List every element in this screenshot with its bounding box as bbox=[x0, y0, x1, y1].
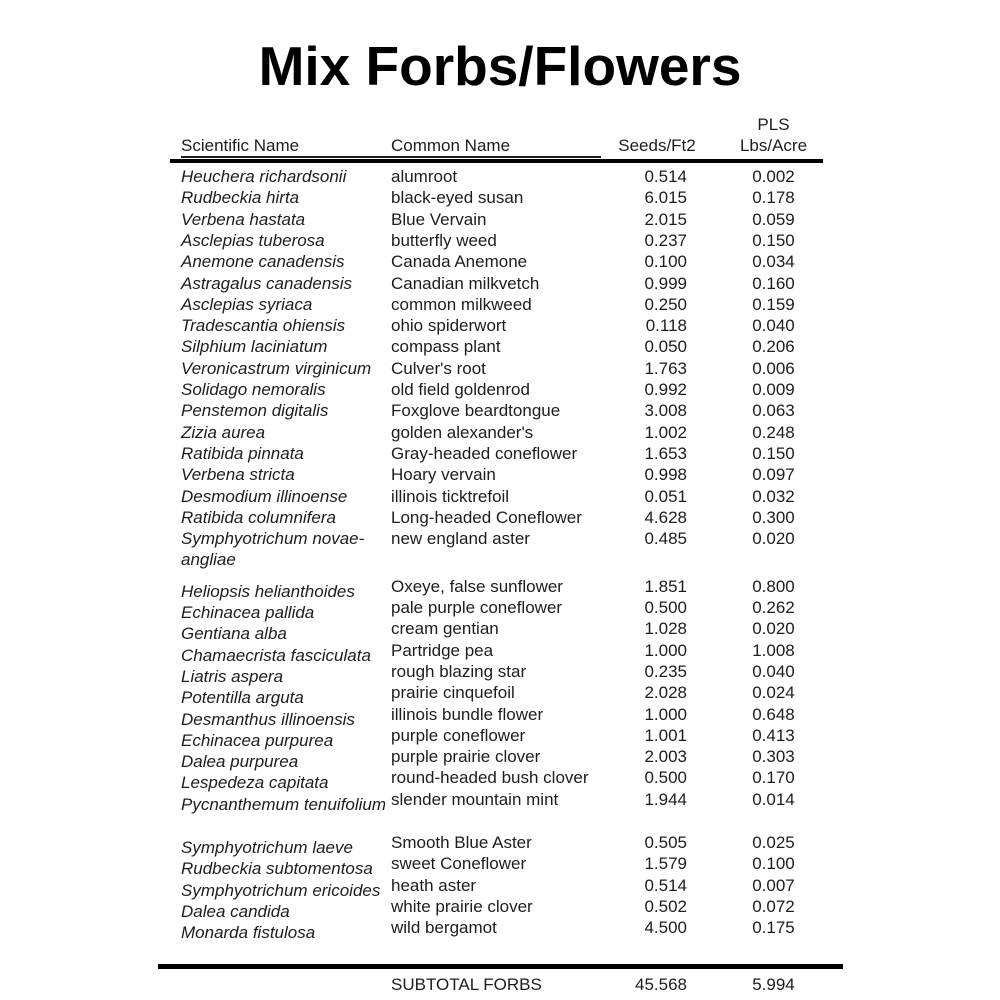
cell-pls-lbs-acre: 0.014 bbox=[752, 789, 795, 809]
seed-mix-table bbox=[170, 114, 823, 996]
cell-common-name: ohio spiderwort bbox=[391, 316, 507, 336]
header-common-name: Common Name bbox=[391, 135, 511, 155]
cell-pls-lbs-acre: 0.025 bbox=[752, 833, 795, 852]
cell-scientific-name: Ratibida columnifera bbox=[181, 507, 336, 527]
cell-seeds-per-ft2: 1.944 bbox=[644, 789, 687, 809]
cell-scientific-name: Verbena hastata bbox=[181, 209, 306, 229]
cell-scientific-name: Heuchera richardsonii bbox=[181, 167, 347, 187]
cell-common-name: Oxeye, false sunflower bbox=[391, 576, 563, 596]
table-row bbox=[170, 832, 823, 857]
cell-pls-lbs-acre: 0.262 bbox=[752, 598, 795, 618]
cell-common-name: rough blazing star bbox=[391, 661, 527, 681]
cell-common-name: heath aster bbox=[391, 875, 477, 895]
cell-seeds-per-ft2: 6.015 bbox=[644, 188, 687, 208]
cell-common-name: new england aster bbox=[391, 529, 530, 549]
cell-seeds-per-ft2: 0.050 bbox=[644, 337, 687, 357]
cell-pls-lbs-acre: 0.032 bbox=[752, 486, 795, 506]
cell-seeds-per-ft2: 0.505 bbox=[644, 833, 687, 852]
table-row bbox=[170, 422, 823, 443]
table-row bbox=[170, 273, 823, 294]
cell-scientific-name: Silphium laciniatum bbox=[181, 337, 328, 357]
cell-common-name: common milkweed bbox=[391, 294, 532, 314]
cell-pls-lbs-acre: 0.159 bbox=[752, 294, 795, 314]
cell-scientific-name: Desmodium illinoense bbox=[181, 486, 348, 506]
cell-seeds-per-ft2: 0.237 bbox=[644, 230, 687, 250]
header-underline bbox=[181, 156, 601, 158]
cell-seeds-per-ft2: 1.000 bbox=[644, 704, 687, 724]
cell-common-name: Blue Vervain bbox=[391, 209, 487, 229]
header-seeds-per-ft2: Seeds/Ft2 bbox=[618, 135, 696, 155]
table-row bbox=[170, 528, 823, 571]
cell-seeds-per-ft2: 0.500 bbox=[644, 598, 687, 618]
cell-seeds-per-ft2: 0.514 bbox=[644, 875, 687, 895]
cell-common-name: compass plant bbox=[391, 337, 501, 357]
cell-scientific-name: Zizia aurea bbox=[181, 422, 266, 442]
cell-pls-lbs-acre: 0.059 bbox=[752, 209, 795, 229]
cell-pls-lbs-acre: 0.040 bbox=[752, 661, 795, 681]
cell-scientific-name: Penstemon digitalis bbox=[181, 401, 329, 421]
cell-scientific-name: Dalea candida bbox=[181, 901, 290, 921]
cell-scientific-name: Asclepias syriaca bbox=[181, 294, 313, 314]
cell-pls-lbs-acre: 0.009 bbox=[752, 380, 795, 400]
table-row bbox=[170, 486, 823, 507]
cell-common-name: cream gentian bbox=[391, 619, 499, 639]
cell-scientific-name: Heliopsis helianthoides bbox=[181, 581, 355, 601]
cell-scientific-name: Symphyotrichum laeve bbox=[181, 838, 353, 857]
cell-pls-lbs-acre: 0.034 bbox=[752, 252, 795, 272]
cell-common-name: Canadian milkvetch bbox=[391, 273, 540, 293]
page-title: Mix Forbs/Flowers bbox=[258, 35, 742, 97]
table-header-row bbox=[170, 114, 823, 159]
cell-pls-lbs-acre: 0.160 bbox=[752, 273, 795, 293]
header-rule bbox=[170, 159, 823, 164]
cell-common-name: Foxglove beardtongue bbox=[391, 401, 561, 421]
cell-pls-lbs-acre: 0.063 bbox=[752, 401, 795, 421]
header-pls-lbs-acre bbox=[710, 114, 823, 156]
cell-seeds-per-ft2: 0.502 bbox=[644, 896, 687, 916]
cell-common-name: wild bergamot bbox=[391, 918, 497, 938]
cell-seeds-per-ft2: 2.015 bbox=[644, 209, 687, 229]
cell-pls-lbs-acre: 0.020 bbox=[752, 619, 795, 639]
table-row bbox=[170, 166, 823, 187]
cell-seeds-per-ft2: 4.628 bbox=[644, 507, 687, 527]
subtotal-seeds-value: 45.568 bbox=[635, 974, 687, 994]
cell-seeds-per-ft2: 0.514 bbox=[644, 167, 687, 187]
cell-pls-lbs-acre: 0.024 bbox=[752, 683, 795, 703]
cell-seeds-per-ft2: 0.250 bbox=[644, 294, 687, 314]
cell-seeds-per-ft2: 0.999 bbox=[644, 273, 687, 293]
table-row bbox=[170, 230, 823, 251]
table-row bbox=[170, 507, 823, 528]
cell-seeds-per-ft2: 1.028 bbox=[644, 619, 687, 639]
table-row bbox=[170, 358, 823, 379]
table-row bbox=[170, 336, 823, 357]
cell-seeds-per-ft2: 0.100 bbox=[644, 252, 687, 272]
table-section bbox=[170, 166, 823, 571]
cell-seeds-per-ft2: 0.500 bbox=[644, 768, 687, 788]
table-row bbox=[170, 251, 823, 272]
cell-seeds-per-ft2: 1.579 bbox=[644, 854, 687, 874]
table-section bbox=[170, 832, 823, 943]
cell-pls-lbs-acre: 0.248 bbox=[752, 422, 795, 442]
cell-scientific-name: Liatris aspera bbox=[181, 666, 284, 686]
table-row bbox=[170, 379, 823, 400]
cell-scientific-name: Echinacea purpurea bbox=[181, 730, 334, 750]
cell-common-name: Culver's root bbox=[391, 358, 486, 378]
cell-pls-lbs-acre: 0.170 bbox=[752, 768, 795, 788]
subtotal-pls-value: 5.994 bbox=[752, 974, 795, 994]
cell-common-name: slender mountain mint bbox=[391, 789, 559, 809]
table-row bbox=[170, 400, 823, 421]
cell-scientific-name: Potentilla arguta bbox=[181, 688, 304, 708]
cell-pls-lbs-acre: 0.178 bbox=[752, 188, 795, 208]
cell-scientific-name: Symphyotrichum ericoides bbox=[181, 880, 381, 900]
cell-seeds-per-ft2: 0.118 bbox=[645, 316, 687, 336]
cell-seeds-per-ft2: 2.003 bbox=[644, 747, 687, 767]
cell-seeds-per-ft2: 1.002 bbox=[644, 422, 687, 442]
cell-scientific-name: Verbena stricta bbox=[181, 465, 295, 485]
cell-common-name: black-eyed susan bbox=[391, 188, 524, 208]
cell-common-name: golden alexander's bbox=[391, 422, 534, 442]
subtotal-label: SUBTOTAL FORBS bbox=[391, 974, 542, 994]
cell-seeds-per-ft2: 0.235 bbox=[644, 661, 687, 681]
cell-common-name: illinois bundle flower bbox=[391, 704, 544, 724]
table-section bbox=[170, 576, 823, 814]
cell-pls-lbs-acre: 0.040 bbox=[752, 316, 795, 336]
cell-common-name: white prairie clover bbox=[391, 896, 533, 916]
cell-scientific-name: Pycnanthemum tenuifolium bbox=[181, 794, 387, 814]
cell-pls-lbs-acre: 0.020 bbox=[752, 529, 795, 549]
cell-seeds-per-ft2: 0.992 bbox=[644, 380, 687, 400]
header-pls-line1: PLS bbox=[757, 114, 790, 134]
cell-common-name: old field goldenrod bbox=[391, 380, 530, 400]
cell-pls-lbs-acre: 0.648 bbox=[752, 704, 795, 724]
cell-pls-lbs-acre: 0.800 bbox=[752, 576, 795, 596]
cell-pls-lbs-acre: 0.413 bbox=[752, 725, 795, 745]
cell-scientific-name: Echinacea pallida bbox=[181, 603, 315, 623]
cell-common-name: round-headed bush clover bbox=[391, 768, 589, 788]
cell-scientific-name: Anemone canadensis bbox=[181, 252, 345, 272]
cell-seeds-per-ft2: 1.001 bbox=[644, 725, 687, 745]
cell-common-name: Partridge pea bbox=[391, 640, 494, 660]
cell-seeds-per-ft2: 1.851 bbox=[644, 576, 687, 596]
cell-common-name: Gray-headed coneflower bbox=[391, 443, 578, 463]
table-row bbox=[170, 187, 823, 208]
cell-scientific-name: Dalea purpurea bbox=[181, 752, 299, 772]
cell-pls-lbs-acre: 0.206 bbox=[752, 337, 795, 357]
header-pls-line2: Lbs/Acre bbox=[739, 135, 808, 155]
cell-pls-lbs-acre: 0.175 bbox=[752, 918, 795, 938]
cell-common-name: purple coneflower bbox=[391, 725, 526, 745]
cell-scientific-name: Veronicastrum virginicum bbox=[181, 358, 372, 378]
cell-scientific-name: Symphyotrichum novae-angliae bbox=[181, 529, 365, 570]
cell-scientific-name: Lespedeza capitata bbox=[181, 773, 329, 793]
table-row bbox=[170, 294, 823, 315]
cell-common-name: Hoary vervain bbox=[391, 465, 496, 485]
table-row bbox=[170, 443, 823, 464]
cell-common-name: purple prairie clover bbox=[391, 747, 541, 767]
cell-common-name: Canada Anemone bbox=[391, 252, 528, 272]
cell-common-name: pale purple coneflower bbox=[391, 598, 563, 618]
cell-pls-lbs-acre: 0.097 bbox=[752, 465, 795, 485]
cell-seeds-per-ft2: 1.763 bbox=[644, 358, 687, 378]
cell-pls-lbs-acre: 0.300 bbox=[752, 507, 795, 527]
cell-scientific-name: Asclepias tuberosa bbox=[181, 230, 325, 250]
cell-common-name: sweet Coneflower bbox=[391, 854, 527, 874]
cell-pls-lbs-acre: 0.002 bbox=[752, 167, 795, 187]
cell-common-name: illinois ticktrefoil bbox=[391, 486, 510, 506]
cell-scientific-name: Astragalus canadensis bbox=[181, 273, 353, 293]
cell-pls-lbs-acre: 0.150 bbox=[752, 230, 795, 250]
cell-seeds-per-ft2: 1.653 bbox=[644, 443, 687, 463]
subtotal-row bbox=[170, 974, 823, 995]
cell-seeds-per-ft2: 1.000 bbox=[644, 640, 687, 660]
cell-seeds-per-ft2: 3.008 bbox=[644, 401, 687, 421]
table-row bbox=[170, 576, 823, 601]
cell-common-name: alumroot bbox=[391, 167, 458, 187]
cell-common-name: Smooth Blue Aster bbox=[391, 833, 532, 852]
cell-scientific-name: Monarda fistulosa bbox=[181, 923, 316, 943]
cell-scientific-name: Rudbeckia subtomentosa bbox=[181, 859, 373, 879]
cell-pls-lbs-acre: 0.006 bbox=[752, 358, 795, 378]
cell-scientific-name: Tradescantia ohiensis bbox=[181, 316, 346, 336]
cell-scientific-name: Chamaecrista fasciculata bbox=[181, 645, 371, 665]
table-row bbox=[170, 209, 823, 230]
cell-seeds-per-ft2: 0.051 bbox=[644, 486, 687, 506]
cell-pls-lbs-acre: 0.303 bbox=[752, 747, 795, 767]
cell-seeds-per-ft2: 2.028 bbox=[644, 683, 687, 703]
table-row bbox=[170, 464, 823, 485]
cell-common-name: butterfly weed bbox=[391, 230, 497, 250]
table-row bbox=[170, 315, 823, 336]
subtotal-rule bbox=[158, 964, 843, 969]
cell-pls-lbs-acre: 0.072 bbox=[752, 896, 795, 916]
cell-scientific-name: Solidago nemoralis bbox=[181, 380, 326, 400]
cell-pls-lbs-acre: 0.100 bbox=[752, 854, 795, 874]
cell-common-name: Long-headed Coneflower bbox=[391, 507, 582, 527]
cell-scientific-name: Ratibida pinnata bbox=[181, 443, 304, 463]
cell-seeds-per-ft2: 0.485 bbox=[644, 529, 687, 549]
cell-pls-lbs-acre: 1.008 bbox=[752, 640, 795, 660]
cell-common-name: prairie cinquefoil bbox=[391, 683, 515, 703]
cell-scientific-name: Desmanthus illinoensis bbox=[181, 709, 355, 729]
table-body bbox=[170, 166, 823, 943]
cell-scientific-name: Rudbeckia hirta bbox=[181, 188, 300, 208]
header-scientific-name: Scientific Name bbox=[181, 135, 300, 155]
cell-seeds-per-ft2: 0.998 bbox=[644, 465, 687, 485]
cell-pls-lbs-acre: 0.150 bbox=[752, 443, 795, 463]
cell-scientific-name: Gentiana alba bbox=[181, 624, 287, 644]
cell-seeds-per-ft2: 4.500 bbox=[644, 918, 687, 938]
cell-pls-lbs-acre: 0.007 bbox=[752, 875, 795, 895]
